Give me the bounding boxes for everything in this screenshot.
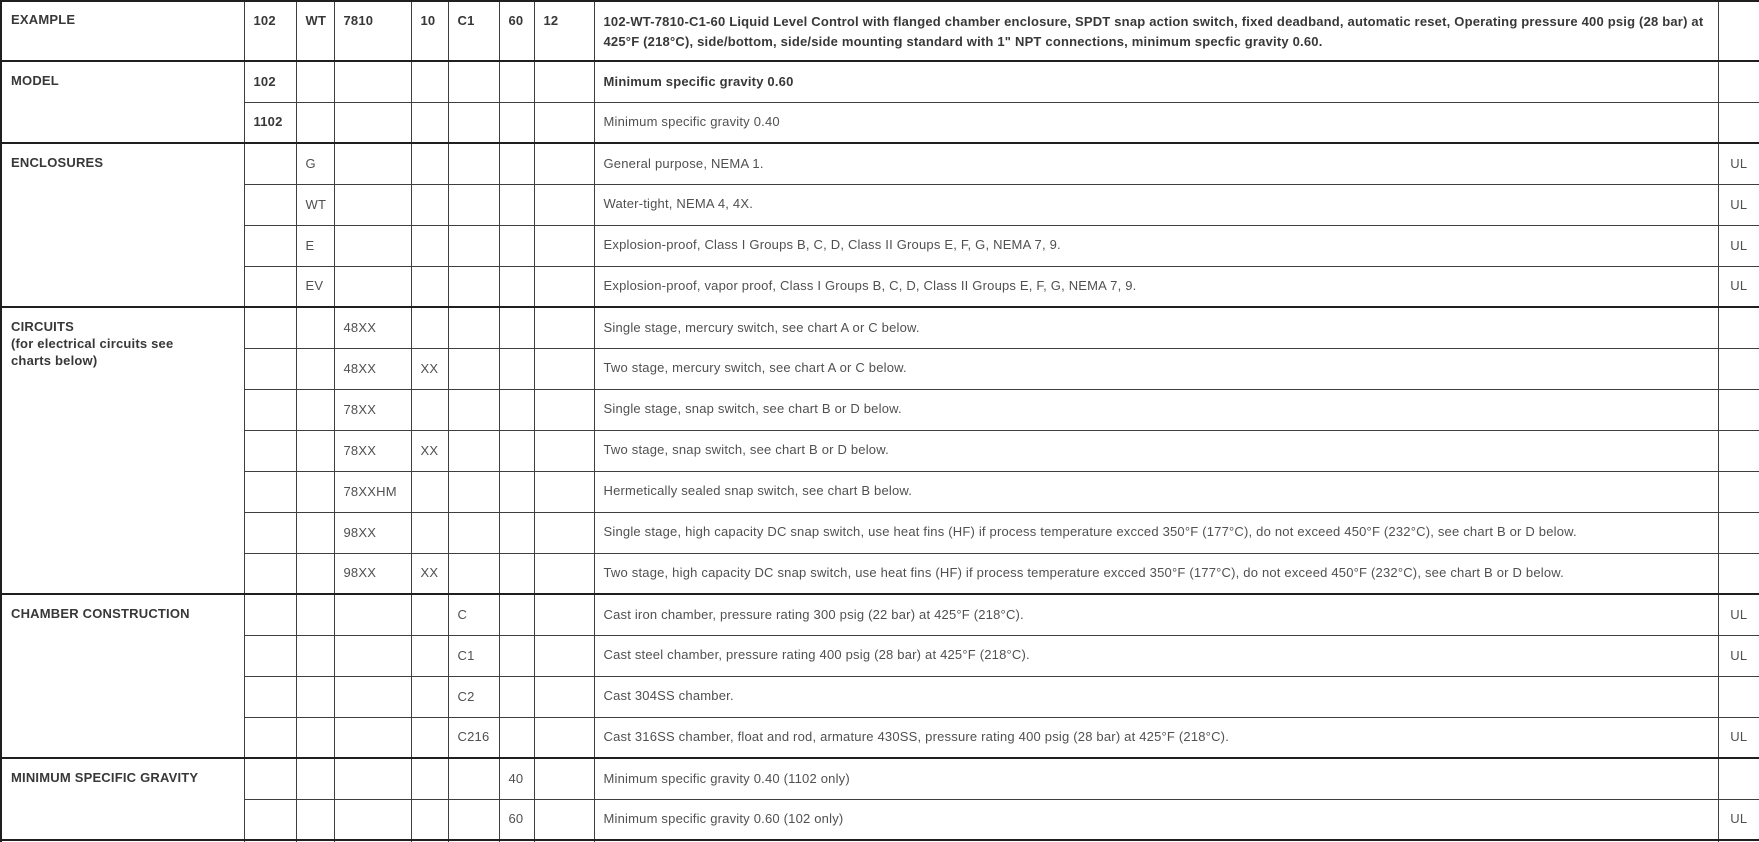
second-stage-code-cell [411,266,448,307]
circuit-code-cell: 78XX [334,389,411,430]
circuit-code-cell: 7810 [334,1,411,61]
ul-certification-cell [1718,61,1759,102]
model-code-cell [244,307,296,348]
circuit-code-cell [334,266,411,307]
category-label: CHAMBER CONSTRUCTION [11,606,190,621]
ul-certification-cell: UL [1718,799,1759,840]
description-cell: Minimum specific gravity 0.60 (102 only) [594,799,1718,840]
mounting-code-cell [534,307,594,348]
enclosure-code-cell: WT [296,1,334,61]
gravity-code-cell [499,225,534,266]
second-stage-code-cell [411,61,448,102]
table-row [1,635,1759,676]
chamber-code-cell [448,184,499,225]
mounting-code-cell [534,102,594,143]
ul-certification-cell [1718,676,1759,717]
chamber-code-cell [448,553,499,594]
chamber-code-cell [448,143,499,184]
ul-certification-cell [1718,389,1759,430]
second-stage-code-cell [411,389,448,430]
model-code-cell [244,389,296,430]
ul-certification-cell: UL [1718,594,1759,635]
ul-certification-cell: UL [1718,266,1759,307]
enclosure-code-cell [296,430,334,471]
second-stage-code-cell [411,758,448,799]
table-row [1,717,1759,758]
gravity-code-cell [499,635,534,676]
gravity-code-cell [499,184,534,225]
table-row [1,389,1759,430]
ul-certification-cell: UL [1718,635,1759,676]
gravity-code-cell: 40 [499,758,534,799]
chamber-code-cell [448,61,499,102]
enclosure-code-cell [296,512,334,553]
enclosure-code-cell [296,799,334,840]
mounting-code-cell [534,676,594,717]
description-cell: Explosion-proof, vapor proof, Class I Groups B, C, D, Class II Groups E, F, G, NEMA 7, 9. [594,266,1718,307]
ul-certification-cell [1718,307,1759,348]
gravity-code-cell [499,553,534,594]
description-cell: Cast steel chamber, pressure rating 400 psig (28 bar) at 425°F (218°C). [594,635,1718,676]
description-cell: Single stage, mercury switch, see chart A or C below. [594,307,1718,348]
ul-certification-cell [1718,758,1759,799]
enclosure-code-cell [296,758,334,799]
chamber-code-cell [448,225,499,266]
circuit-code-cell [334,225,411,266]
model-code-cell [244,676,296,717]
table-row [1,758,1759,799]
enclosure-code-cell [296,594,334,635]
model-code-cell [244,471,296,512]
second-stage-code-cell [411,471,448,512]
mounting-code-cell [534,717,594,758]
chamber-code-cell [448,348,499,389]
enclosure-code-cell [296,102,334,143]
gravity-code-cell [499,676,534,717]
gravity-code-cell: 60 [499,1,534,61]
enclosure-code-cell: G [296,143,334,184]
description-cell: Cast 316SS chamber, float and rod, armature 430SS, pressure rating 400 psig (28 bar) at 425°F (218°C). [594,717,1718,758]
chamber-code-cell [448,266,499,307]
mounting-code-cell [534,512,594,553]
description-cell: Minimum specific gravity 0.60 [594,61,1718,102]
model-code-cell: 102 [244,61,296,102]
second-stage-code-cell [411,717,448,758]
circuit-code-cell: 78XXHM [334,471,411,512]
model-code-cell [244,184,296,225]
enclosure-code-cell [296,471,334,512]
category-cell-example [1,1,244,61]
second-stage-code-cell [411,184,448,225]
description-cell: Cast iron chamber, pressure rating 300 psig (22 bar) at 425°F (218°C). [594,594,1718,635]
ul-certification-cell [1718,348,1759,389]
gravity-code-cell [499,102,534,143]
second-stage-code-cell [411,799,448,840]
category-label: CIRCUITS [11,319,74,334]
mounting-code-cell [534,266,594,307]
description-cell: Water-tight, NEMA 4, 4X. [594,184,1718,225]
second-stage-code-cell [411,635,448,676]
second-stage-code-cell: XX [411,348,448,389]
ul-certification-cell [1718,102,1759,143]
enclosure-code-cell [296,61,334,102]
gravity-code-cell [499,717,534,758]
category-label: EXAMPLE [11,12,76,27]
model-code-cell [244,758,296,799]
model-code-cell: 102 [244,1,296,61]
gravity-code-cell: 60 [499,799,534,840]
mounting-code-cell: 12 [534,1,594,61]
description-cell: 102-WT-7810-C1-60 Liquid Level Control with flanged chamber enclosure, SPDT snap action switch, fixed deadband, automatic reset, Operating pressure 400 psig (28 bar) at 425°F (218°C), side/bottom, side/side mounting standard with 1" NPT connections, minimum specfic gravity 0.60. [594,1,1718,61]
table-row [1,512,1759,553]
gravity-code-cell [499,61,534,102]
mounting-code-cell [534,348,594,389]
circuit-code-cell: 78XX [334,430,411,471]
table-row [1,184,1759,225]
model-code-cell: 1102 [244,102,296,143]
mounting-code-cell [534,635,594,676]
gravity-code-cell [499,594,534,635]
gravity-code-cell [499,512,534,553]
category-cell-circuits [1,307,244,594]
gravity-code-cell [499,430,534,471]
table-row [1,799,1759,840]
model-code-cell [244,799,296,840]
mounting-code-cell [534,389,594,430]
second-stage-code-cell [411,512,448,553]
table-row [1,307,1759,348]
chamber-code-cell [448,102,499,143]
table-row [1,471,1759,512]
chamber-code-cell: C1 [448,635,499,676]
circuit-code-cell [334,184,411,225]
category-sublabel: (for electrical circuits see charts below) [11,335,174,368]
table-row [1,143,1759,184]
circuit-code-cell [334,635,411,676]
mounting-code-cell [534,430,594,471]
second-stage-code-cell [411,143,448,184]
model-code-cell [244,635,296,676]
table-row [1,594,1759,635]
table-row [1,348,1759,389]
circuit-code-cell: 98XX [334,553,411,594]
enclosure-code-cell [296,389,334,430]
model-code-cell [244,553,296,594]
circuit-code-cell [334,594,411,635]
model-code-cell [244,225,296,266]
circuit-code-cell [334,799,411,840]
description-cell: Two stage, mercury switch, see chart A or C below. [594,348,1718,389]
enclosure-code-cell [296,717,334,758]
ul-certification-cell [1718,553,1759,594]
category-label: MINIMUM SPECIFIC GRAVITY [11,770,199,785]
circuit-code-cell: 98XX [334,512,411,553]
table-row [1,430,1759,471]
enclosure-code-cell [296,553,334,594]
description-cell: Single stage, snap switch, see chart B or D below. [594,389,1718,430]
model-code-cell [244,348,296,389]
description-cell: Minimum specific gravity 0.40 (1102 only) [594,758,1718,799]
table-row [1,1,1759,61]
description-cell: General purpose, NEMA 1. [594,143,1718,184]
chamber-code-cell [448,307,499,348]
gravity-code-cell [499,471,534,512]
table-row [1,676,1759,717]
model-code-cell [244,430,296,471]
second-stage-code-cell [411,676,448,717]
chamber-code-cell: C1 [448,1,499,61]
chamber-code-cell [448,758,499,799]
category-label: ENCLOSURES [11,155,104,170]
mounting-code-cell [534,143,594,184]
chamber-code-cell [448,389,499,430]
ul-certification-cell: UL [1718,184,1759,225]
gravity-code-cell [499,266,534,307]
ul-certification-cell: UL [1718,143,1759,184]
chamber-code-cell [448,471,499,512]
ul-certification-cell: UL [1718,717,1759,758]
circuit-code-cell [334,676,411,717]
gravity-code-cell [499,307,534,348]
mounting-code-cell [534,471,594,512]
ul-certification-cell [1718,430,1759,471]
ul-certification-cell [1718,512,1759,553]
second-stage-code-cell [411,102,448,143]
enclosure-code-cell: E [296,225,334,266]
table-row [1,61,1759,102]
circuit-code-cell [334,102,411,143]
gravity-code-cell [499,348,534,389]
enclosure-code-cell: WT [296,184,334,225]
second-stage-code-cell [411,307,448,348]
enclosure-code-cell [296,676,334,717]
mounting-code-cell [534,553,594,594]
mounting-code-cell [534,61,594,102]
category-cell-minimum-specific-gravity [1,758,244,840]
category-cell-model [1,61,244,143]
enclosure-code-cell [296,307,334,348]
circuit-code-cell: 48XX [334,307,411,348]
model-code-cell [244,266,296,307]
mounting-code-cell [534,225,594,266]
second-stage-code-cell: XX [411,430,448,471]
table-row [1,266,1759,307]
circuit-code-cell [334,717,411,758]
enclosure-code-cell: EV [296,266,334,307]
table-row [1,225,1759,266]
description-cell: Minimum specific gravity 0.40 [594,102,1718,143]
chamber-code-cell: C [448,594,499,635]
mounting-code-cell [534,799,594,840]
model-code-cell [244,143,296,184]
ul-certification-cell [1718,1,1759,61]
circuit-code-cell [334,758,411,799]
ul-certification-cell [1718,471,1759,512]
model-code-cell [244,717,296,758]
second-stage-code-cell [411,594,448,635]
chamber-code-cell: C216 [448,717,499,758]
gravity-code-cell [499,143,534,184]
model-code-cell [244,512,296,553]
chamber-code-cell [448,799,499,840]
description-cell: Two stage, high capacity DC snap switch, use heat fins (HF) if process temperature excced 350°F (177°C), do not exceed 450°F (232°C), see chart B or D below. [594,553,1718,594]
circuit-code-cell [334,143,411,184]
second-stage-code-cell [411,225,448,266]
second-stage-code-cell: 10 [411,1,448,61]
second-stage-code-cell: XX [411,553,448,594]
category-label: MODEL [11,73,59,88]
circuit-code-cell: 48XX [334,348,411,389]
table-row [1,102,1759,143]
enclosure-code-cell [296,348,334,389]
description-cell: Cast 304SS chamber. [594,676,1718,717]
description-cell: Single stage, high capacity DC snap switch, use heat fins (HF) if process temperature excced 350°F (177°C), do not exceed 450°F (232°C), see chart B or D below. [594,512,1718,553]
enclosure-code-cell [296,635,334,676]
table-row [1,553,1759,594]
gravity-code-cell [499,389,534,430]
category-cell-chamber-construction [1,594,244,758]
category-cell-enclosures [1,143,244,307]
mounting-code-cell [534,758,594,799]
chamber-code-cell [448,512,499,553]
description-cell: Hermetically sealed snap switch, see chart B below. [594,471,1718,512]
description-cell: Explosion-proof, Class I Groups B, C, D, Class II Groups E, F, G, NEMA 7, 9. [594,225,1718,266]
model-code-cell [244,594,296,635]
circuit-code-cell [334,61,411,102]
mounting-code-cell [534,594,594,635]
chamber-code-cell [448,430,499,471]
description-cell: Two stage, snap switch, see chart B or D below. [594,430,1718,471]
chamber-code-cell: C2 [448,676,499,717]
mounting-code-cell [534,184,594,225]
ul-certification-cell: UL [1718,225,1759,266]
